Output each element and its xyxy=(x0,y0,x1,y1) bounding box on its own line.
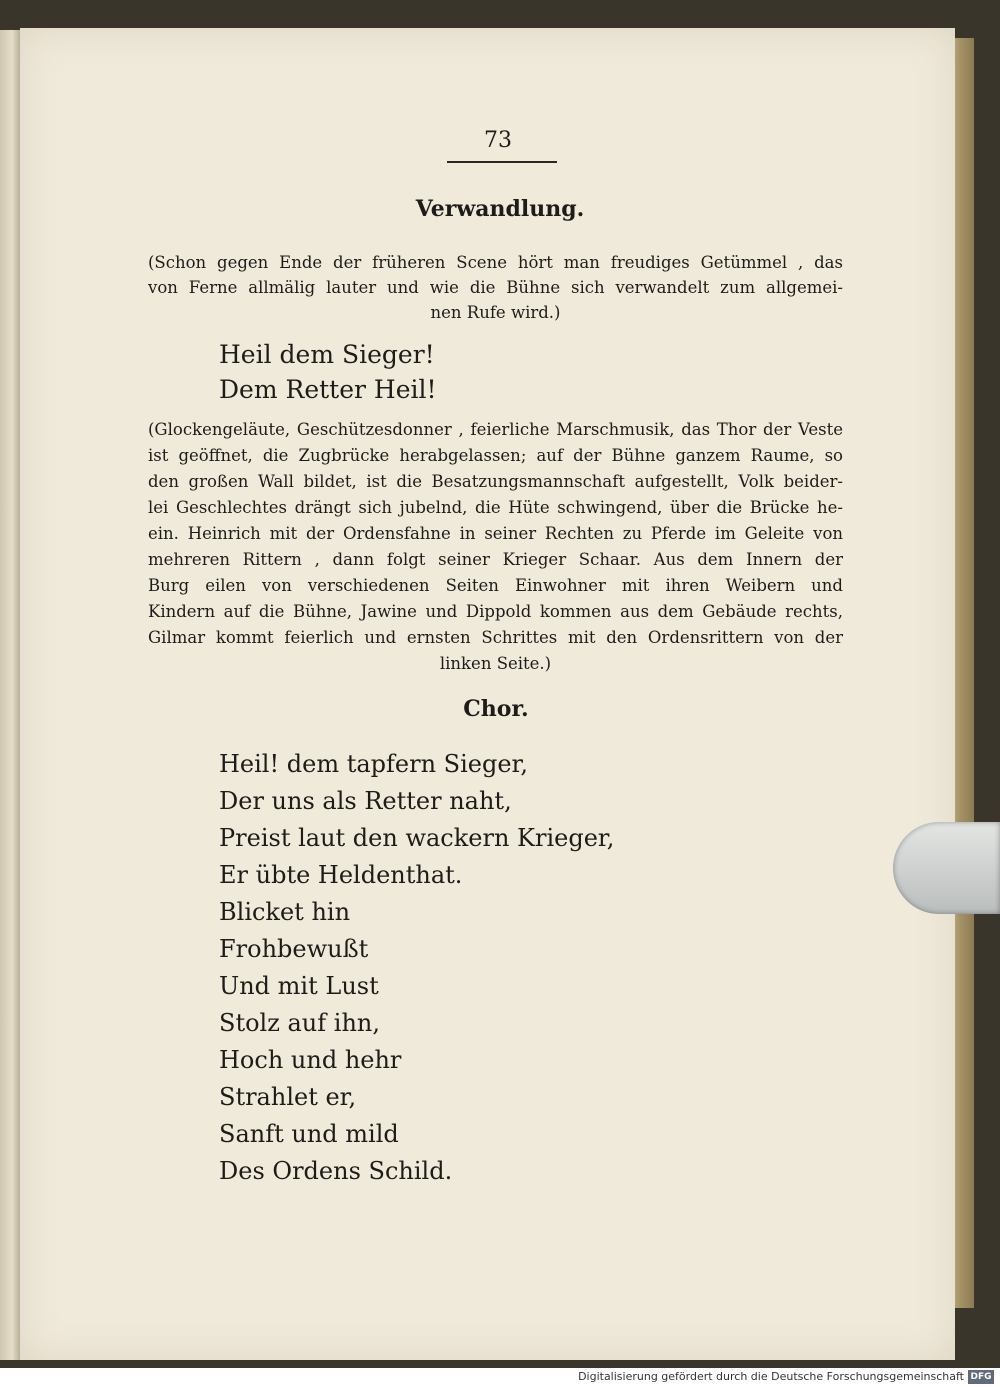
stage-direction-line: den großen Wall bildet, ist die Besatzungsmannschaft aufgestellt, Volk beider- xyxy=(148,472,843,491)
page-number: 73 xyxy=(484,128,512,153)
verse-line: Frohbewußt xyxy=(219,935,369,963)
verse-line: Heil dem Sieger! xyxy=(219,340,435,369)
verse-line: Heil! dem tapfern Sieger, xyxy=(219,750,529,778)
verse-line: Hoch und hehr xyxy=(219,1046,402,1074)
verse-line: Strahlet er, xyxy=(219,1083,357,1111)
verse-line: Blicket hin xyxy=(219,898,351,926)
verse-line: Der uns als Retter naht, xyxy=(219,787,512,815)
stage-direction-line: Burg eilen von verschiedenen Seiten Einwohner mit ihren Weibern und xyxy=(148,576,843,595)
stage-direction-line: (Schon gegen Ende der früheren Scene hört man freudiges Getümmel , das xyxy=(148,253,843,272)
stage-direction-line: Gilmar kommt feierlich und ernsten Schrittes mit den Ordensrittern von der xyxy=(148,628,843,647)
verse-line: Des Ordens Schild. xyxy=(219,1157,453,1185)
stage-direction-line: Kindern auf die Bühne, Jawine und Dippold kommen aus dem Gebäude rechts, xyxy=(148,602,843,621)
verse-line: Preist laut den wackern Krieger, xyxy=(219,824,615,852)
funding-credit: Digitalisierung gefördert durch die Deutsche Forschungsgemeinschaft xyxy=(578,1370,964,1383)
scene-heading: Verwandlung. xyxy=(415,196,585,222)
verse-line: Stolz auf ihn, xyxy=(219,1009,380,1037)
stage-direction-line: ist geöffnet, die Zugbrücke herabgelassen; auf der Bühne ganzem Raume, so xyxy=(148,446,843,465)
preceding-pages-edge xyxy=(0,30,20,1360)
stage-direction-line: linken Seite.) xyxy=(439,654,552,673)
chorus-heading: Chor. xyxy=(463,696,529,722)
dfg-logo: DFG xyxy=(968,1370,994,1384)
stage-direction-line: ein. Heinrich mit der Ordensfahne in seiner Rechten zu Pferde im Geleite von xyxy=(148,524,843,543)
page-number-rule xyxy=(447,161,557,163)
stage-direction-line: nen Rufe wird.) xyxy=(430,303,561,322)
verse-line: Er übte Heldenthat. xyxy=(219,861,463,889)
stage-direction-line: lei Geschlechtes drängt sich jubelnd, die Hüte schwingend, über die Brücke he- xyxy=(148,498,843,517)
stage-direction-line: mehreren Rittern , dann folgt seiner Krieger Schaar. Aus dem Innern der xyxy=(148,550,843,569)
verse-line: Und mit Lust xyxy=(219,972,379,1000)
verse-line: Dem Retter Heil! xyxy=(219,375,437,404)
book-page xyxy=(20,28,955,1360)
footer-bar xyxy=(0,1368,1000,1387)
page-clip-tab xyxy=(893,822,1000,914)
stage-direction-line: (Glockengeläute, Geschützesdonner , feierliche Marschmusik, das Thor der Veste xyxy=(148,420,843,439)
stage-direction-line: von Ferne allmälig lauter und wie die Bühne sich verwandelt zum allgemei- xyxy=(148,278,843,297)
verse-line: Sanft und mild xyxy=(219,1120,399,1148)
